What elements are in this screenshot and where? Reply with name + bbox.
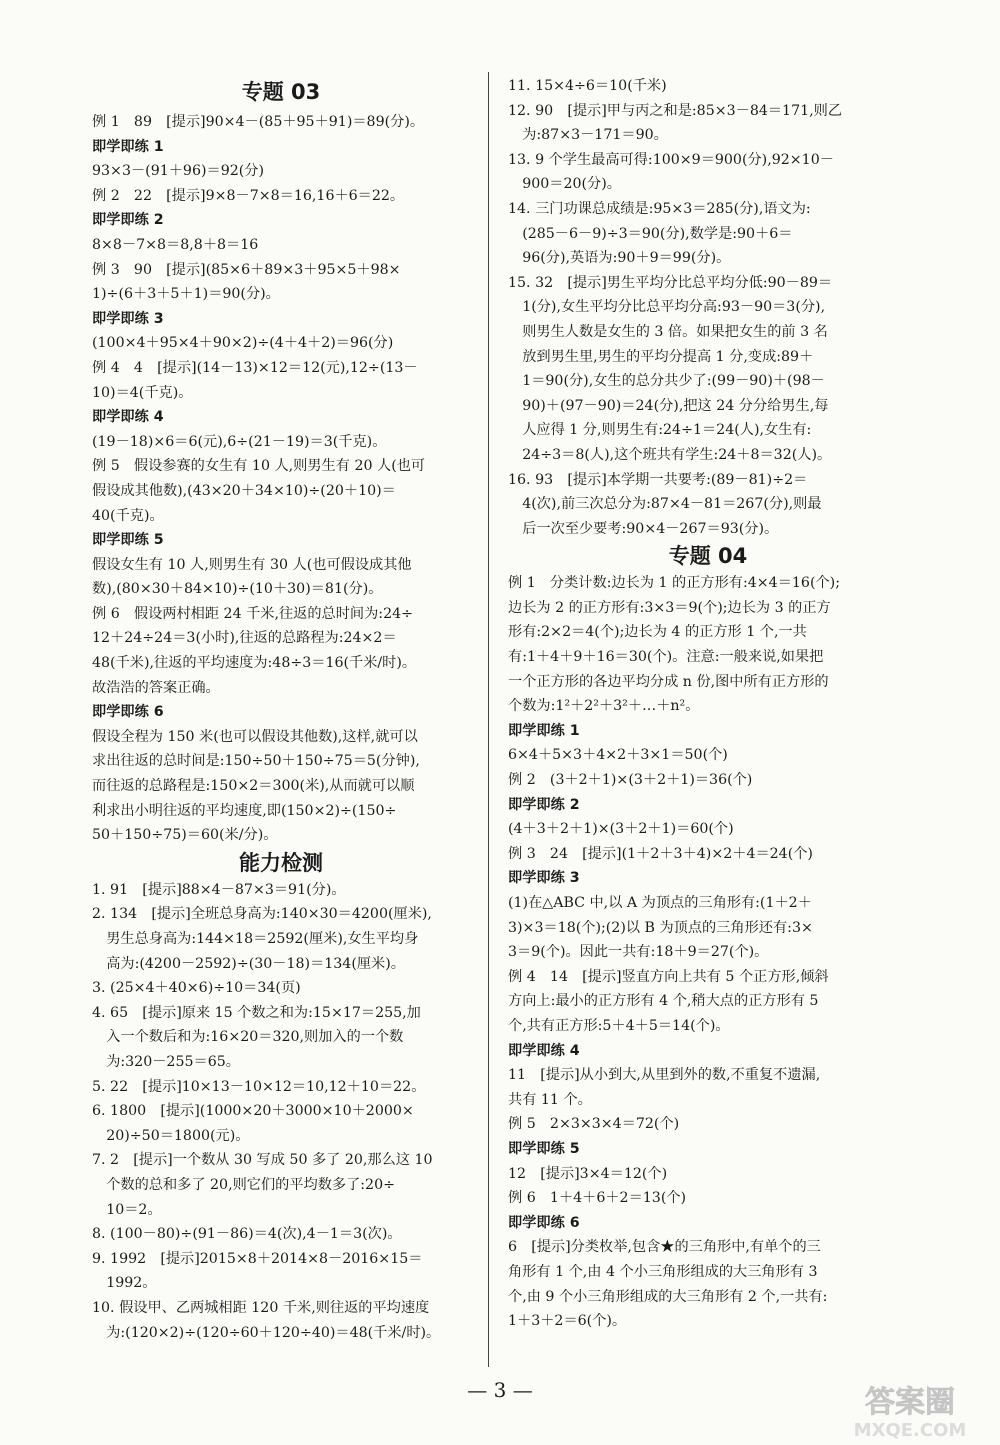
text-line: 入一个数后和为:16×20＝320,则加入的一个数 bbox=[92, 1029, 404, 1046]
text-line: 12＋24÷24＝3(小时),往返的总路程为:24×2＝ bbox=[92, 630, 397, 647]
text-line: (1)在△ABC 中,以 A 为顶点的三角形有:(1＋2＋ bbox=[508, 895, 812, 911]
practice-heading: 即学即练 6 bbox=[508, 1214, 580, 1231]
text-line: 为:320－255＝65。 bbox=[92, 1053, 240, 1070]
text-line: 个数为:1²＋2²＋3²＋…＋n²。 bbox=[508, 698, 700, 715]
answer-line: 例 4 14 [提示]竖直方向上共有 5 个正方形,倾斜 bbox=[508, 968, 829, 985]
text-line: 1)÷(6＋3＋5＋1)＝90(分)。 bbox=[92, 286, 280, 303]
text-line: 3＝9(个)。因此一共有:18＋9＝27(个)。 bbox=[508, 944, 769, 961]
answer-line: 9. 1992 [提示]2015×8＋2014×8－2016×15＝ bbox=[92, 1250, 423, 1267]
practice-heading: 即学即练 3 bbox=[508, 870, 580, 887]
practice-heading: 即学即练 1 bbox=[508, 722, 580, 739]
text-line: 4(次),前三次总分为:87×4－81＝267(分),则最 bbox=[508, 496, 822, 513]
section-title-03: 专题 03 bbox=[241, 80, 321, 104]
text-line: 6×4＋5×3＋4×2＋3×1＝50(个) bbox=[508, 747, 728, 764]
text-line: 数),(80×30＋84×10)÷(10＋30)＝81(分)。 bbox=[92, 581, 383, 598]
section-03-content bbox=[92, 110, 470, 848]
column-divider bbox=[488, 72, 489, 1367]
practice-heading: 即学即练 3 bbox=[92, 310, 164, 327]
practice-heading: 即学即练 4 bbox=[508, 1042, 580, 1059]
practice-heading: 即学即练 1 bbox=[92, 138, 164, 155]
answer-line: 例 5 2×3×3×4＝72(个) bbox=[508, 1116, 680, 1133]
text-line: 一个正方形的各边平均分成 n 份,图中所有正方形的 bbox=[508, 673, 829, 690]
text-line: (100×4＋95×4＋90×2)÷(4＋4＋2)＝96(分) bbox=[92, 335, 394, 352]
text-line: 24÷3＝8(人),这个班共有学生:24＋8＝32(人)。 bbox=[508, 446, 832, 463]
text-line: 12 [提示]3×4＝12(个) bbox=[508, 1165, 668, 1182]
answer-line: 14. 三门功课总成绩是:95×3＝285(分),语文为: bbox=[508, 200, 811, 217]
text-line: 形有:2×2＝4(个);边长为 4 的正方形 1 个,一共 bbox=[508, 624, 807, 641]
text-line: 人应得 1 分,则男生有:24÷1＝24(人),女生有: bbox=[508, 422, 812, 439]
answer-line: 3. (25×4＋40×6)÷10＝34(页) bbox=[92, 980, 301, 997]
text-line: 男生总身高为:144×18＝2592(厘米),女生平均身 bbox=[92, 931, 419, 947]
answer-line: 例 4 4 [提示](14－13)×12＝12(元),12÷(13－ bbox=[92, 359, 418, 376]
answer-line: 例 6 假设两村相距 24 千米,往返的总时间为:24÷ bbox=[92, 605, 414, 622]
answer-line: 例 1 分类计数:边长为 1 的正方形有:4×4＝16(个); bbox=[508, 575, 840, 592]
text-line: 故浩浩的答案正确。 bbox=[92, 679, 220, 696]
text-line: 20)÷50＝1800(元)。 bbox=[92, 1127, 250, 1144]
answer-line: 15. 32 [提示]男生平均分比总平均分低:90－89＝ bbox=[508, 274, 833, 291]
text-line: 为:(120×2)÷(120÷60＋120÷40)＝48(千米/时)。 bbox=[92, 1324, 441, 1341]
text-line: 则男生人数是女生的 3 倍。如果把女生的前 3 名 bbox=[508, 323, 828, 340]
text-line: 11 [提示]从小到大,从里到外的数,不重复不遗漏, bbox=[508, 1067, 821, 1084]
answer-line: 1. 91 [提示]88×4－87×3＝91(分)。 bbox=[92, 881, 346, 898]
text-line: (4＋3＋2＋1)×(3＋2＋1)＝60(个) bbox=[508, 821, 734, 838]
practice-heading: 即学即练 5 bbox=[92, 532, 164, 549]
text-line: 假设成其他数),(43×20＋34×10)÷(20＋10)＝ bbox=[92, 482, 396, 499]
ability-test-continued bbox=[508, 74, 908, 541]
practice-heading: 即学即练 6 bbox=[92, 704, 164, 721]
answer-line: 10. 假设甲、乙两城相距 120 千米,则往返的平均速度 bbox=[92, 1299, 430, 1316]
text-line: 8×8－7×8＝8,8＋8＝16 bbox=[92, 236, 259, 253]
text-line: 个数的总和多了 20,则它们的平均数多了:20÷ bbox=[92, 1176, 395, 1193]
answer-line: 例 1 89 [提示]90×4－(85＋95＋91)＝89(分)。 bbox=[92, 114, 425, 130]
answer-line: 2. 134 [提示]全班总身高为:140×30＝4200(厘米), bbox=[92, 906, 432, 923]
text-line: 为:87×3－171＝90。 bbox=[508, 127, 668, 144]
text-line: 1992。 bbox=[92, 1275, 157, 1292]
section-title-ability-test: 能力检测 bbox=[239, 850, 323, 875]
text-line: 角形有 1 个,由 4 个小三角形组成的大三角形有 3 bbox=[508, 1263, 818, 1280]
text-line: 高为:(4200－2592)÷(30－18)＝134(厘米)。 bbox=[92, 955, 405, 972]
text-line: 利求出小明往返的平均速度,即(150×2)÷(150÷ bbox=[92, 802, 397, 819]
answer-line: 13. 9 个学生最高可得:100×9＝900(分),92×10－ bbox=[508, 151, 834, 168]
text-line: 放到男生里,男生的平均分提高 1 分,变成:89＋ bbox=[508, 348, 814, 365]
text-line: 而往返的总路程是:150×2＝300(米),从而就可以顺 bbox=[92, 778, 415, 795]
answer-line: 11. 15×4÷6＝10(千米) bbox=[508, 78, 667, 94]
text-line: 10)＝4(千克)。 bbox=[92, 384, 193, 401]
text-line: 900＝20(分)。 bbox=[508, 176, 621, 193]
answer-line: 16. 93 [提示]本学期一共要考:(89－81)÷2＝ bbox=[508, 471, 808, 488]
text-line: 1＋3＋2＝6(个)。 bbox=[508, 1313, 627, 1330]
text-line: 1＝90(分),女生的总分共少了:(99－90)＋(98－ bbox=[508, 373, 825, 390]
watermark-logo bbox=[820, 1380, 995, 1440]
answer-line: 4. 65 [提示]原来 15 个数之和为:15×17＝255,加 bbox=[92, 1004, 421, 1021]
answer-line: 7. 2 [提示]一个数从 30 写成 50 多了 20,那么这 10 bbox=[92, 1152, 433, 1169]
practice-heading: 即学即练 2 bbox=[92, 212, 164, 229]
text-line: 10＝2。 bbox=[92, 1201, 162, 1218]
text-line: 有:1＋4＋9＋16＝30(个)。注意:一般来说,如果把 bbox=[508, 649, 824, 666]
answer-line: 12. 90 [提示]甲与丙之和是:85×3－84＝171,则乙 bbox=[508, 102, 843, 119]
page-number: — 3 — bbox=[467, 1378, 533, 1402]
ability-test-content bbox=[92, 878, 470, 1345]
text-line: (19－18)×6＝6(元),6÷(21－19)＝3(千克)。 bbox=[92, 433, 387, 450]
practice-heading: 即学即练 4 bbox=[92, 409, 164, 426]
text-line: 共有 11 个。 bbox=[508, 1091, 592, 1108]
text-line: 边长为 2 的正方形有:3×3＝9(个);边长为 3 的正方 bbox=[508, 599, 831, 616]
answer-line: 例 6 1＋4＋6＋2＝13(个) bbox=[508, 1190, 687, 1207]
text-line: 40(千克)。 bbox=[92, 507, 164, 524]
answer-line: 例 3 24 [提示](1＋2＋3＋4)×2＋4＝24(个) bbox=[508, 845, 813, 862]
svg-text:答案圈: 答案圈 bbox=[865, 1385, 955, 1420]
text-line: 假设全程为 150 米(也可以假设其他数),这样,就可以 bbox=[92, 728, 418, 745]
text-line: 48(千米),往返的平均速度为:48÷3＝16(千米/时)。 bbox=[92, 655, 417, 672]
right-column bbox=[508, 74, 908, 1334]
text-line: 假设女生有 10 人,则男生有 30 人(也可假设成其他 bbox=[92, 556, 412, 573]
text-line: 后一次至少要考:90×4－267＝93(分)。 bbox=[508, 520, 779, 537]
text-line: 个,共有正方形:5＋4＋5＝14(个)。 bbox=[508, 1017, 730, 1034]
text-line: 求出往返的总时间是:150÷50＋150÷75＝5(分钟), bbox=[92, 753, 420, 770]
text-line: 1(分),女生平均分比总平均分高:93－90＝3(分), bbox=[508, 299, 826, 316]
text-line: 50＋150÷75)＝60(米/分)。 bbox=[92, 827, 278, 844]
answer-line: 例 2 22 [提示]9×8－7×8＝16,16＋6＝22。 bbox=[92, 187, 405, 204]
text-line: 96(分),英语为:90＋9＝99(分)。 bbox=[508, 250, 731, 267]
answer-line: 例 5 假设参赛的女生有 10 人,则男生有 20 人(也可 bbox=[92, 458, 426, 475]
text-line: 方向上:最小的正方形有 4 个,稍大点的正方形有 5 bbox=[508, 993, 819, 1010]
answer-line: 例 2 (3＋2＋1)×(3＋2＋1)＝36(个) bbox=[508, 772, 753, 789]
text-line: 6 [提示]分类枚举,包含★的三角形中,有单个的三 bbox=[508, 1239, 821, 1256]
answer-line: 8. (100－80)÷(91－86)＝4(次),4－1＝3(次)。 bbox=[92, 1226, 402, 1243]
practice-heading: 即学即练 2 bbox=[508, 796, 580, 813]
practice-heading: 即学即练 5 bbox=[508, 1140, 580, 1157]
text-line: 93×3－(91＋96)＝92(分) bbox=[92, 163, 265, 180]
left-column bbox=[92, 74, 470, 1345]
answer-line: 6. 1800 [提示](1000×20＋3000×10＋2000× bbox=[92, 1103, 414, 1120]
answer-line: 5. 22 [提示]10×13－10×12＝10,12＋10＝22。 bbox=[92, 1078, 426, 1095]
text-line: 个,由 9 个小三角形组成的大三角形有 2 个,一共有: bbox=[508, 1288, 828, 1305]
svg-text:MXQE.COM: MXQE.COM bbox=[853, 1420, 967, 1440]
text-line: 3)×3＝18(个);(2)以 B 为顶点的三角形还有:3× bbox=[508, 919, 813, 936]
section-title-04: 专题 04 bbox=[668, 544, 748, 569]
section-04-content bbox=[508, 571, 908, 1333]
answer-line: 例 3 90 [提示](85×6＋89×3＋95×5＋98× bbox=[92, 261, 401, 278]
text-line: (285－6－9)÷3＝90(分),数学是:90＋6＝ bbox=[508, 225, 793, 242]
text-line: 90)＋(97－90)＝24(分),把这 24 分分给男生,每 bbox=[508, 397, 829, 414]
